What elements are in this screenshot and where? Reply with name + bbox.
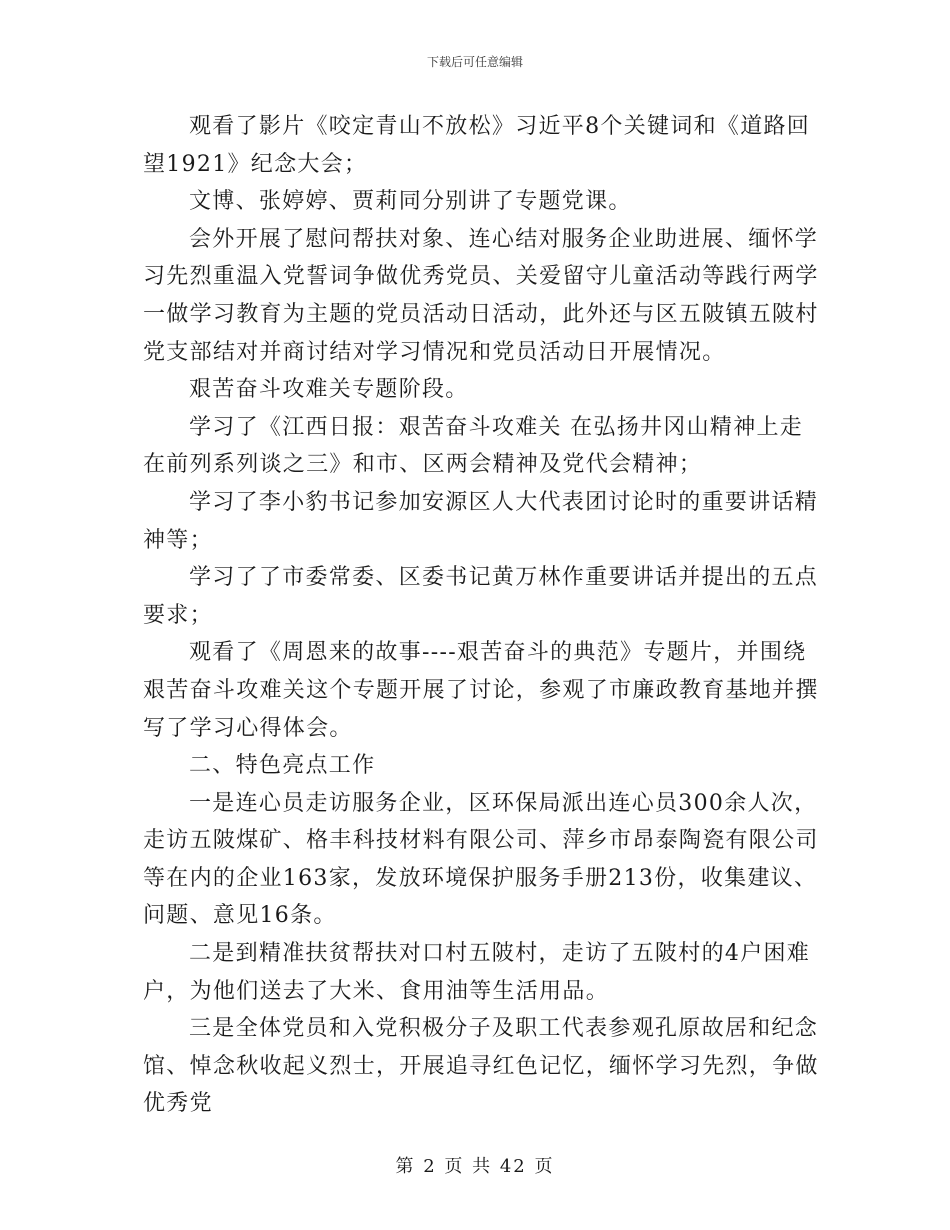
paragraph: 观看了影片《咬定青山不放松》习近平8个关键词和《道路回望1921》纪念大会； xyxy=(143,114,811,177)
paragraph: 观看了《周恩来的故事----艰苦奋斗的典范》专题片，并围绕艰苦奋斗攻难关这个专题开展了讨论，参观了市廉政教育基地并撰写了学习心得体会。 xyxy=(143,640,819,741)
header-note: 下载后可任意编辑 xyxy=(426,55,523,69)
section-heading: 二、特色亮点工作 xyxy=(189,753,376,779)
paragraph: 学习了《江西日报：艰苦奋斗攻难关 在弘扬井冈山精神上走在前列系列谈之三》和市、区两会精神及党代会精神； xyxy=(143,414,804,478)
paragraph: 文博、张婷婷、贾莉同分别讲了专题党课。 xyxy=(189,189,632,215)
section-heading: 艰苦奋斗攻难关专题阶段。 xyxy=(189,377,469,403)
paragraph: 二是到精准扶贫帮扶对口村五陂村，走访了五陂村的4户困难户，为他们送去了大米、食用油等生活用品。 xyxy=(143,941,811,1004)
document-body xyxy=(143,108,823,1123)
paragraph: 一是连心员走访服务企业，区环保局派出连心员300余人次，走访五陂煤矿、格丰科技材料有限公司、萍乡市昂泰陶瓷有限公司等在内的企业163家，发放环境保护服务手册213份，收集建议、问题、意见16条。 xyxy=(143,790,819,929)
paragraph: 会外开展了慰问帮扶对象、连心结对服务企业助进展、缅怀学习先烈重温入党誓词争做优秀党员、关爱留守儿童活动等践行两学一做学习教育为主题的党员活动日活动，此外还与区五陂镇五陂村党支部结对并商讨结对学习情况和党员活动日开展情况。 xyxy=(143,226,819,365)
paragraph: 三是全体党员和入党积极分子及职工代表参观孔原故居和纪念馆、悼念秋收起义烈士，开展追寻红色记忆，缅怀学习先烈，争做优秀党 xyxy=(143,1016,819,1117)
paragraph: 学习了了市委常委、区委书记黄万林作重要讲话并提出的五点要求； xyxy=(143,565,819,628)
page-number: 第 2 页 共 42 页 xyxy=(395,1156,555,1177)
paragraph: 学习了李小豹书记参加安源区人大代表团讨论时的重要讲话精神等； xyxy=(143,489,819,553)
